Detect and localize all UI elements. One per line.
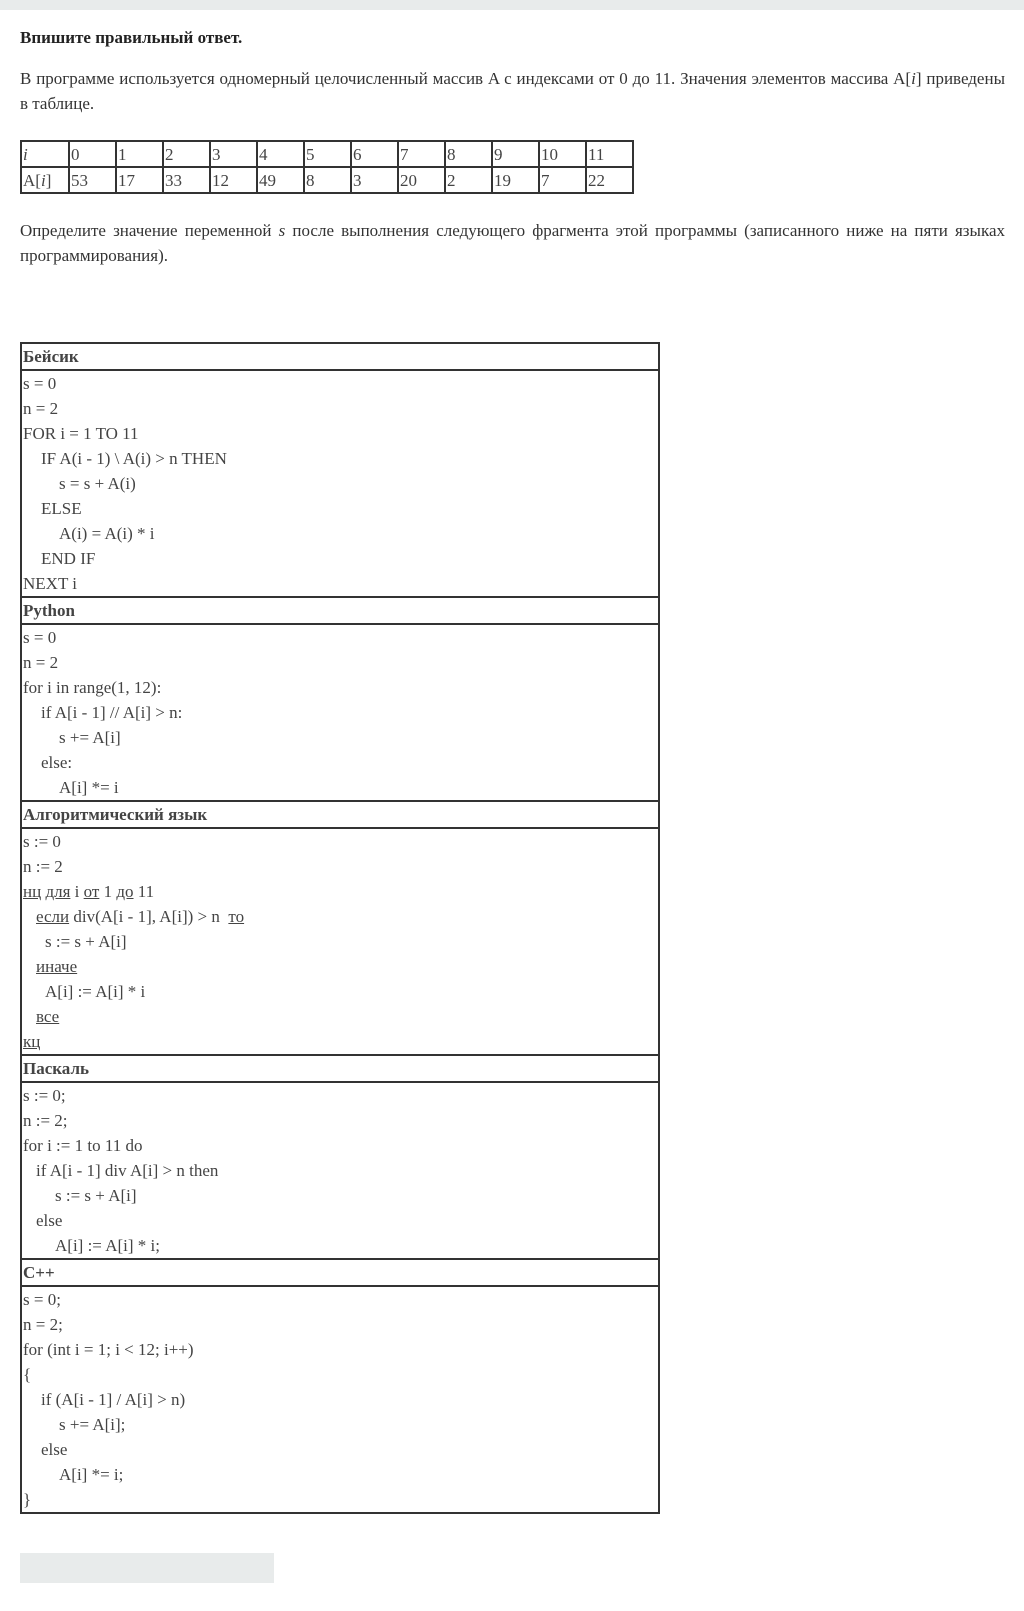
value-cell: 53 <box>69 167 116 193</box>
value-cell: 12 <box>210 167 257 193</box>
code-line: s := s + A[i] <box>45 932 127 951</box>
value-cell: 17 <box>116 167 163 193</box>
value-cell: 20 <box>398 167 445 193</box>
code-line: FOR i = 1 TO 11 <box>23 424 139 443</box>
keyword: кц <box>23 1032 41 1051</box>
task-content <box>20 24 1005 1514</box>
code-line: A[i] *= i <box>59 778 119 797</box>
task-intro <box>20 66 1005 116</box>
code-line: for i := 1 to 11 do <box>23 1136 143 1155</box>
value-cell: 7 <box>539 167 586 193</box>
code-line: s = s + A(i) <box>59 474 136 493</box>
code-block-pascal <box>21 1082 659 1259</box>
question-text-1: Определите значение переменной <box>20 221 279 240</box>
index-cell: 0 <box>69 141 116 167</box>
index-cell: 2 <box>163 141 210 167</box>
code-line: n := 2; <box>23 1111 68 1130</box>
index-header-cell: i <box>21 141 69 167</box>
code-line: s := 0 <box>23 832 61 851</box>
value-cell: 3 <box>351 167 398 193</box>
code-line <box>23 954 658 979</box>
value-cell: 8 <box>304 167 351 193</box>
code-line: if A[i - 1] // A[i] > n: <box>41 703 183 722</box>
index-cell: 10 <box>539 141 586 167</box>
code-block-basic <box>21 370 659 597</box>
code-block-algo <box>21 828 659 1055</box>
index-cell: 11 <box>586 141 633 167</box>
index-cell: 5 <box>304 141 351 167</box>
code-line: s := 0; <box>23 1086 66 1105</box>
keyword: все <box>36 1007 60 1026</box>
code-line: n = 2 <box>23 399 59 418</box>
index-cell: 7 <box>398 141 445 167</box>
code-title-cpp: C++ <box>21 1259 659 1286</box>
code-line: { <box>23 1365 32 1384</box>
keyword: если <box>36 907 70 926</box>
code-line: A[i] := A[i] * i; <box>55 1236 160 1255</box>
code-line: s = 0 <box>23 374 57 393</box>
task-question <box>20 218 1005 268</box>
index-cell: 9 <box>492 141 539 167</box>
code-line: n := 2 <box>23 857 63 876</box>
code-line: s += A[i] <box>59 728 121 747</box>
code-block-python <box>21 624 659 801</box>
code-line: A(i) = A(i) * i <box>59 524 155 543</box>
code-title-algo: Алгоритмический язык <box>21 801 659 828</box>
code-line: END IF <box>41 549 96 568</box>
code-line <box>23 1029 658 1054</box>
array-index-row <box>21 141 633 167</box>
value-cell: 49 <box>257 167 304 193</box>
intro-text-1: В программе используется одномерный целочисленный массив A с индексами от 0 до 11. Значения элементов массива A[ <box>20 69 912 88</box>
index-cell: 4 <box>257 141 304 167</box>
code-title-python: Python <box>21 597 659 624</box>
code-line: for (int i = 1; i < 12; i++) <box>23 1340 194 1359</box>
question-text-2: после выполнения следующего фрагмента этой программы (записанного ниже на пяти языках программирования). <box>20 221 1005 265</box>
array-values-table <box>20 140 634 194</box>
code-line: если div(A[i - 1], A[i]) > n то <box>36 907 245 926</box>
code-block-cpp <box>21 1286 659 1513</box>
code-line: A[i] := A[i] * i <box>45 982 146 1001</box>
code-line: else <box>41 1440 68 1459</box>
keyword: для <box>45 882 71 901</box>
code-line: else <box>36 1211 63 1230</box>
code-line: s += A[i]; <box>59 1415 126 1434</box>
value-cell: 33 <box>163 167 210 193</box>
code-line <box>23 1004 658 1029</box>
code-line: n = 2 <box>23 653 59 672</box>
keyword: то <box>228 907 245 926</box>
index-cell: 3 <box>210 141 257 167</box>
code-line: нц для i от 1 до 11 <box>23 882 155 901</box>
intro-text-2: ] приведены в таблице. <box>20 69 1005 113</box>
code-listings-table <box>20 342 660 1514</box>
value-header-cell: A[i] <box>21 167 69 193</box>
index-cell: 8 <box>445 141 492 167</box>
keyword: иначе <box>36 957 78 976</box>
code-line: if (A[i - 1] / A[i] > n) <box>41 1390 186 1409</box>
index-cell: 6 <box>351 141 398 167</box>
code-title-basic: Бейсик <box>21 343 659 370</box>
code-line: n = 2; <box>23 1315 63 1334</box>
task-instruction: Впишите правильный ответ. <box>20 28 243 47</box>
keyword: до <box>116 882 134 901</box>
answer-input[interactable] <box>20 1553 274 1583</box>
code-line: s = 0 <box>23 628 57 647</box>
top-strip <box>0 0 1024 10</box>
code-line: else: <box>41 753 73 772</box>
code-line: NEXT i <box>23 574 77 593</box>
code-line: } <box>23 1490 32 1509</box>
code-line: for i in range(1, 12): <box>23 678 162 697</box>
value-cell: 22 <box>586 167 633 193</box>
code-line: A[i] *= i; <box>59 1465 124 1484</box>
value-cell: 2 <box>445 167 492 193</box>
code-line: if A[i - 1] div A[i] > n then <box>36 1161 219 1180</box>
code-line: s = 0; <box>23 1290 61 1309</box>
code-line: IF A(i - 1) \ A(i) > n THEN <box>41 449 227 468</box>
code-line: s := s + A[i] <box>55 1186 137 1205</box>
code-line: ELSE <box>41 499 82 518</box>
index-cell: 1 <box>116 141 163 167</box>
intro-var: i <box>911 69 916 88</box>
code-title-pascal: Паскаль <box>21 1055 659 1082</box>
question-var: s <box>278 221 286 240</box>
keyword: нц <box>23 882 42 901</box>
value-cell: 19 <box>492 167 539 193</box>
keyword: от <box>83 882 100 901</box>
array-value-row <box>21 167 633 193</box>
